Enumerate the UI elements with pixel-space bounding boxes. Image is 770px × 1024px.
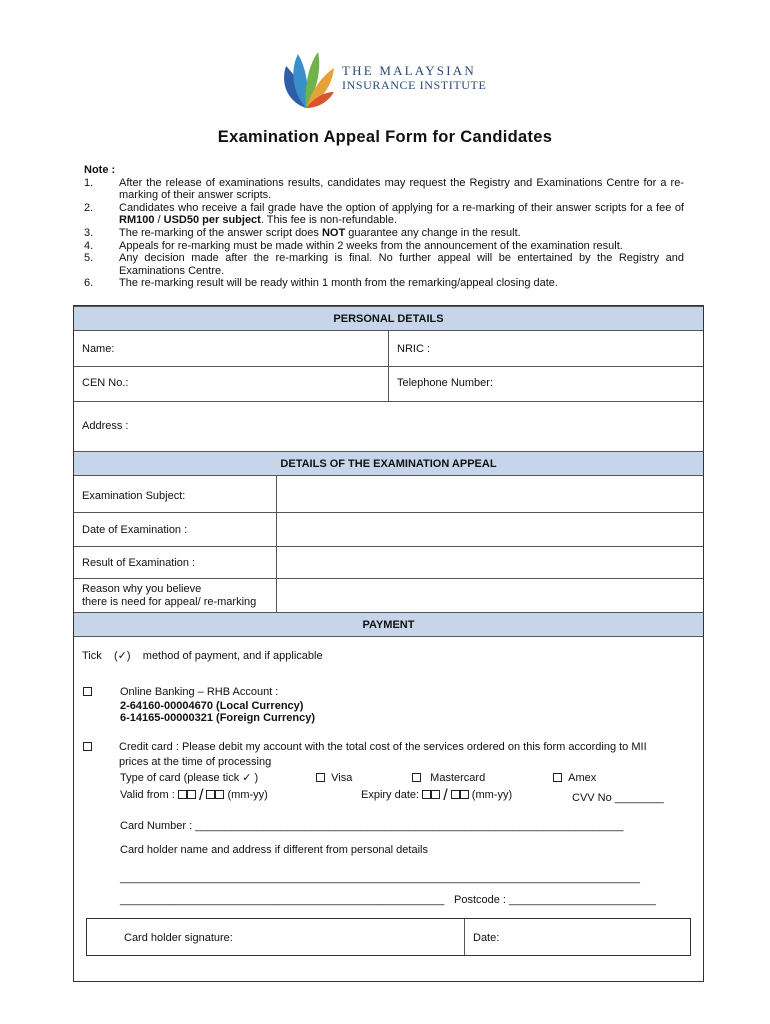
credit-card-checkbox[interactable] bbox=[83, 741, 92, 754]
online-banking-checkbox[interactable] bbox=[83, 686, 92, 699]
online-banking-label: Online Banking – RHB Account : bbox=[120, 686, 279, 698]
note-text: The re-marking result will be ready within 1 month from the remarking/appeal closing date. bbox=[119, 277, 558, 290]
note-number: 2. bbox=[84, 201, 94, 214]
nric-label: NRIC : bbox=[397, 343, 430, 355]
card-holder-address-line[interactable]: _____________________________________________________ bbox=[120, 894, 445, 906]
divider bbox=[74, 366, 703, 367]
mii-leaf-logo-icon bbox=[276, 44, 336, 112]
payment-header: PAYMENT bbox=[74, 612, 703, 637]
address-label: Address : bbox=[82, 420, 129, 432]
visa-option[interactable]: Visa bbox=[316, 772, 352, 785]
note-text: Any decision made after the re-marking is final. No further appeal will be entertained by the Registry and Examinations Centre. bbox=[119, 252, 684, 277]
divider bbox=[74, 401, 703, 402]
mastercard-option[interactable]: Mastercard bbox=[412, 772, 485, 785]
page-title: Examination Appeal Form for Candidates bbox=[217, 128, 553, 146]
signature-label: Card holder signature: bbox=[124, 932, 233, 944]
note-number: 4. bbox=[84, 239, 94, 252]
expiry-date-field[interactable]: Expiry date: / (mm-yy) bbox=[361, 787, 513, 804]
note-text: Appeals for re-marking must be made within 2 weeks from the announcement of the examination result. bbox=[119, 239, 623, 252]
card-number-field[interactable]: Card Number : ______________________________________________________________________ bbox=[120, 820, 624, 832]
account-foreign: 6-14165-00000321 (Foreign Currency) bbox=[120, 712, 316, 724]
mii-logo bbox=[276, 44, 506, 112]
cen-label: CEN No.: bbox=[82, 377, 129, 389]
note-item bbox=[84, 277, 684, 290]
appeal-details-header: DETAILS OF THE EXAMINATION APPEAL bbox=[74, 451, 703, 476]
divider bbox=[74, 578, 703, 579]
card-type-label: Type of card (please tick ✓ ) bbox=[120, 772, 259, 784]
exam-date-label: Date of Examination : bbox=[82, 524, 188, 536]
exam-result-label: Result of Examination : bbox=[82, 557, 196, 569]
card-holder-note: Card holder name and address if different from personal details bbox=[120, 844, 428, 856]
note-text: After the release of examinations results, candidates may request the Registry and Examinations Centre for a re-marking of their answer scripts. bbox=[119, 176, 684, 202]
appeal-form bbox=[73, 305, 704, 982]
note-number: 1. bbox=[84, 176, 94, 189]
credit-card-label: Credit card : Please debit my account with the total cost of the services ordered on this form according to MII prices at the time of processing bbox=[119, 741, 647, 768]
amex-option[interactable]: Amex bbox=[553, 772, 596, 785]
logo-line-1: THE MALAYSIAN bbox=[342, 63, 476, 78]
personal-details-header: PERSONAL DETAILS bbox=[74, 306, 703, 331]
card-holder-line[interactable]: _____________________________________________________________________________________ bbox=[120, 872, 641, 884]
signature-box bbox=[86, 918, 691, 956]
note-text: The re-marking of the answer script does NOT guarantee any change in the result. bbox=[119, 226, 521, 239]
date-label: Date: bbox=[473, 932, 500, 944]
notes-heading: Note : bbox=[84, 164, 116, 176]
divider bbox=[464, 919, 465, 955]
fee-rm: RM100 bbox=[119, 214, 155, 227]
note-number: 5. bbox=[84, 252, 94, 265]
note-item bbox=[84, 252, 684, 277]
note-item bbox=[84, 202, 684, 227]
note-text: Candidates who receive a fail grade have the option of applying for a re-marking of their answer scripts for a fee of RM100 / USD50 per subject. This fee is non-refundable. bbox=[119, 201, 684, 227]
name-label: Name: bbox=[82, 343, 115, 355]
divider bbox=[74, 512, 703, 513]
divider bbox=[276, 476, 277, 612]
note-number: 6. bbox=[84, 277, 94, 290]
fee-usd: USD50 per subject bbox=[163, 214, 261, 227]
divider bbox=[74, 546, 703, 547]
cvv-field[interactable]: CVV No ________ bbox=[572, 792, 664, 804]
exam-subject-label: Examination Subject: bbox=[82, 490, 186, 502]
note-number: 3. bbox=[84, 226, 94, 239]
note-item bbox=[84, 227, 684, 240]
valid-from-field[interactable]: Valid from : / (mm-yy) bbox=[120, 787, 268, 804]
note-item bbox=[84, 177, 684, 202]
account-local: 2-64160-00004670 (Local Currency) bbox=[120, 700, 304, 712]
telephone-label: Telephone Number: bbox=[397, 377, 494, 389]
note-item bbox=[84, 240, 684, 253]
reason-label: Reason why you believe there is need for appeal/ re-marking bbox=[82, 583, 257, 608]
logo-line-2: INSURANCE INSTITUTE bbox=[342, 78, 487, 92]
tick-instruction: Tick (✓) method of payment, and if applicable bbox=[82, 650, 323, 662]
postcode-field[interactable]: Postcode : ________________________ bbox=[454, 894, 656, 906]
notes-section bbox=[84, 164, 684, 290]
